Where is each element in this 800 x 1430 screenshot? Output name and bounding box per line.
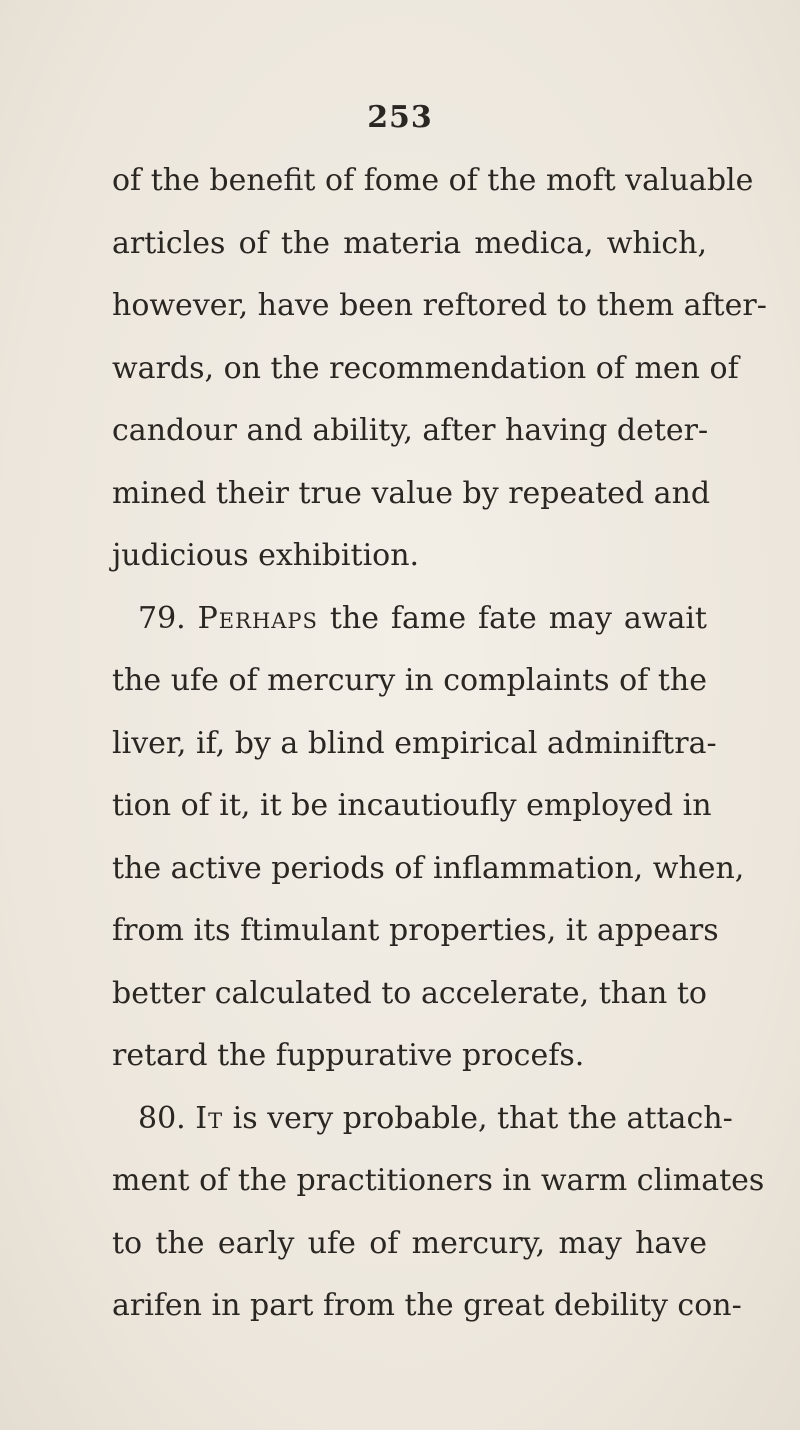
text-line: of the benefit of fome of the moft valuable: [112, 163, 754, 198]
text-line: tion of it, it be incautioufly employed in: [112, 788, 712, 823]
lead-word: Perhaps: [197, 600, 318, 636]
text-line: candour and ability, after having deter-: [112, 413, 709, 448]
line-text: the fame fate may await: [317, 600, 707, 636]
paragraph-number: 79.: [138, 600, 186, 636]
text-line: to the early ufe of mercury, may have: [112, 1225, 707, 1261]
text-line: articles of the materia medica, which,: [112, 225, 707, 261]
text-line: better calculated to accelerate, than to: [112, 975, 707, 1011]
paragraph-79-first-line: [112, 588, 707, 651]
paragraph-80-first-line: [112, 1088, 733, 1151]
text-line: however, have been reftored to them after-: [112, 288, 767, 323]
text-line: liver, if, by a blind empirical adminiftra-: [112, 725, 717, 761]
page-number: 253: [367, 100, 433, 135]
text-line: ment of the practitioners in warm climates: [112, 1163, 765, 1198]
line-text: is very probable, that the attach-: [223, 1100, 733, 1136]
body-text: [112, 150, 767, 1338]
text-line: from its ftimulant properties, it appears: [112, 913, 719, 948]
text-line: judicious exhibition.: [112, 538, 420, 573]
text-line: mined their true value by repeated and: [112, 475, 711, 511]
text-line: retard the fuppurative procefs.: [112, 1038, 585, 1073]
text-line: wards, on the recommendation of men of: [112, 350, 739, 386]
lead-word: It: [195, 1100, 224, 1136]
text-line: the ufe of mercury in complaints of the: [112, 663, 707, 698]
text-line: the active periods of inflammation, when,: [112, 850, 745, 886]
text-line: arifen in part from the great debility con-: [112, 1288, 742, 1323]
paragraph-number: 80.: [138, 1100, 186, 1136]
